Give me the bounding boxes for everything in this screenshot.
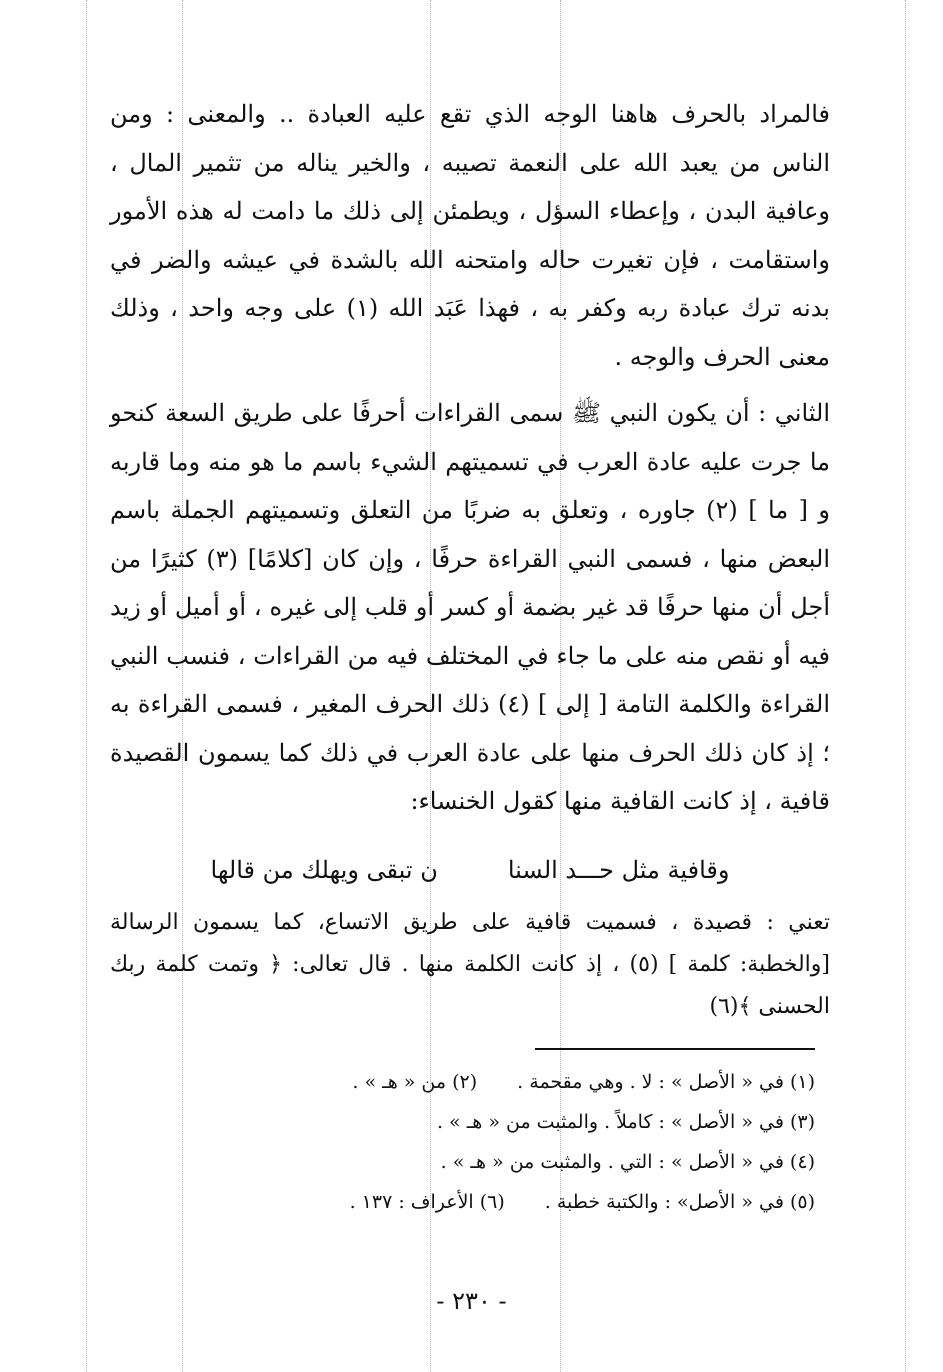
main-text (110, 90, 830, 1028)
scan-guide-line (86, 0, 87, 1372)
scan-guide-line (905, 0, 906, 1372)
footnote-6: (٦) الأعراف : ١٣٧ . (349, 1191, 505, 1213)
footnote-row (255, 1062, 815, 1102)
paragraph-3: تعني : قصيدة ، فسميت قافية على طريق الاتساع، كما يسمون الرسالة [والخطبة: كلمة ] (٥) ، إذ كانت الكلمة منها . قال تعالى: ﴿ وتمت كلمة ربك الحسنى ﴾(٦) (110, 909, 830, 1019)
footnote-row (255, 1142, 815, 1182)
page-number: - ٢٣٠ - (436, 1287, 507, 1315)
verse-first-hemistich: وقافية مثل حـــد السنا (507, 855, 730, 884)
verse-second-hemistich: ن تبقى ويهلك من قالها (210, 855, 438, 884)
footnote-5: (٥) في « الأصل» : والكتبة خطبة . (544, 1191, 815, 1213)
footnotes (255, 1062, 815, 1222)
footnote-4: (٤) في « الأصل » : التي . والمثبت من « هـ » . (440, 1151, 815, 1173)
paragraph-1: فالمراد بالحرف هاهنا الوجه الذي تقع عليه العبادة .. والمعنى : ومن الناس من يعبد الله على النعمة تصيبه ، والخير يناله من تثمير المال ، وعافية البدن ، وإعطاء السؤل ، ويطمئن إلى ذلك ما دامت له هذه الأمور واستقامت ، فإن تغيرت حاله وامتحنه الله بالشدة في عيشه والضر في بدنه ترك عبادة ربه وكفر به ، فهذا عَبَد الله (١) على وجه واحد ، وذلك معنى الحرف والوجه . (110, 100, 830, 371)
footnote-row (255, 1102, 815, 1142)
footnote-separator (535, 1048, 815, 1050)
footnote-row (255, 1182, 815, 1222)
footnote-2: (٢) من « هـ » . (352, 1071, 478, 1093)
poem-verse (110, 846, 830, 894)
paragraph-2: الثاني : أن يكون النبي ﷺ سمى القراءات أحرفًا على طريق السعة كنحو ما جرت عليه عادة العرب في تسميتهم الشيء باسم ما هو منه وما قاربه و [ ما ] (٢) جاوره ، وتعلق به ضربًا من التعلق وتسميتهم الجملة باسم البعض منها ، فسمى النبي القراءة حرفًا ، وإن كان [كلامًا] (٣) كثيرًا من أجل أن منها حرفًا قد غير بضمة أو كسر أو قلب إلى غيره ، أو أميل أو زيد فيه أو نقص منه على ما جاء في المختلف فيه من القراءات ، فنسب النبي القراءة والكلمة التامة [ إلى ] (٤) ذلك الحرف المغير ، فسمى القراءة به ؛ إذ كان ذلك الحرف منها على عادة العرب في ذلك كما يسمون القصيدة قافية ، إذ كانت القافية منها كقول الخنساء: (110, 399, 830, 815)
footnote-3: (٣) في « الأصل » : كاملاً . والمثبت من « هـ » . (436, 1111, 815, 1133)
footnote-1: (١) في « الأصل » : لا . وهي مقحمة . (517, 1071, 815, 1093)
